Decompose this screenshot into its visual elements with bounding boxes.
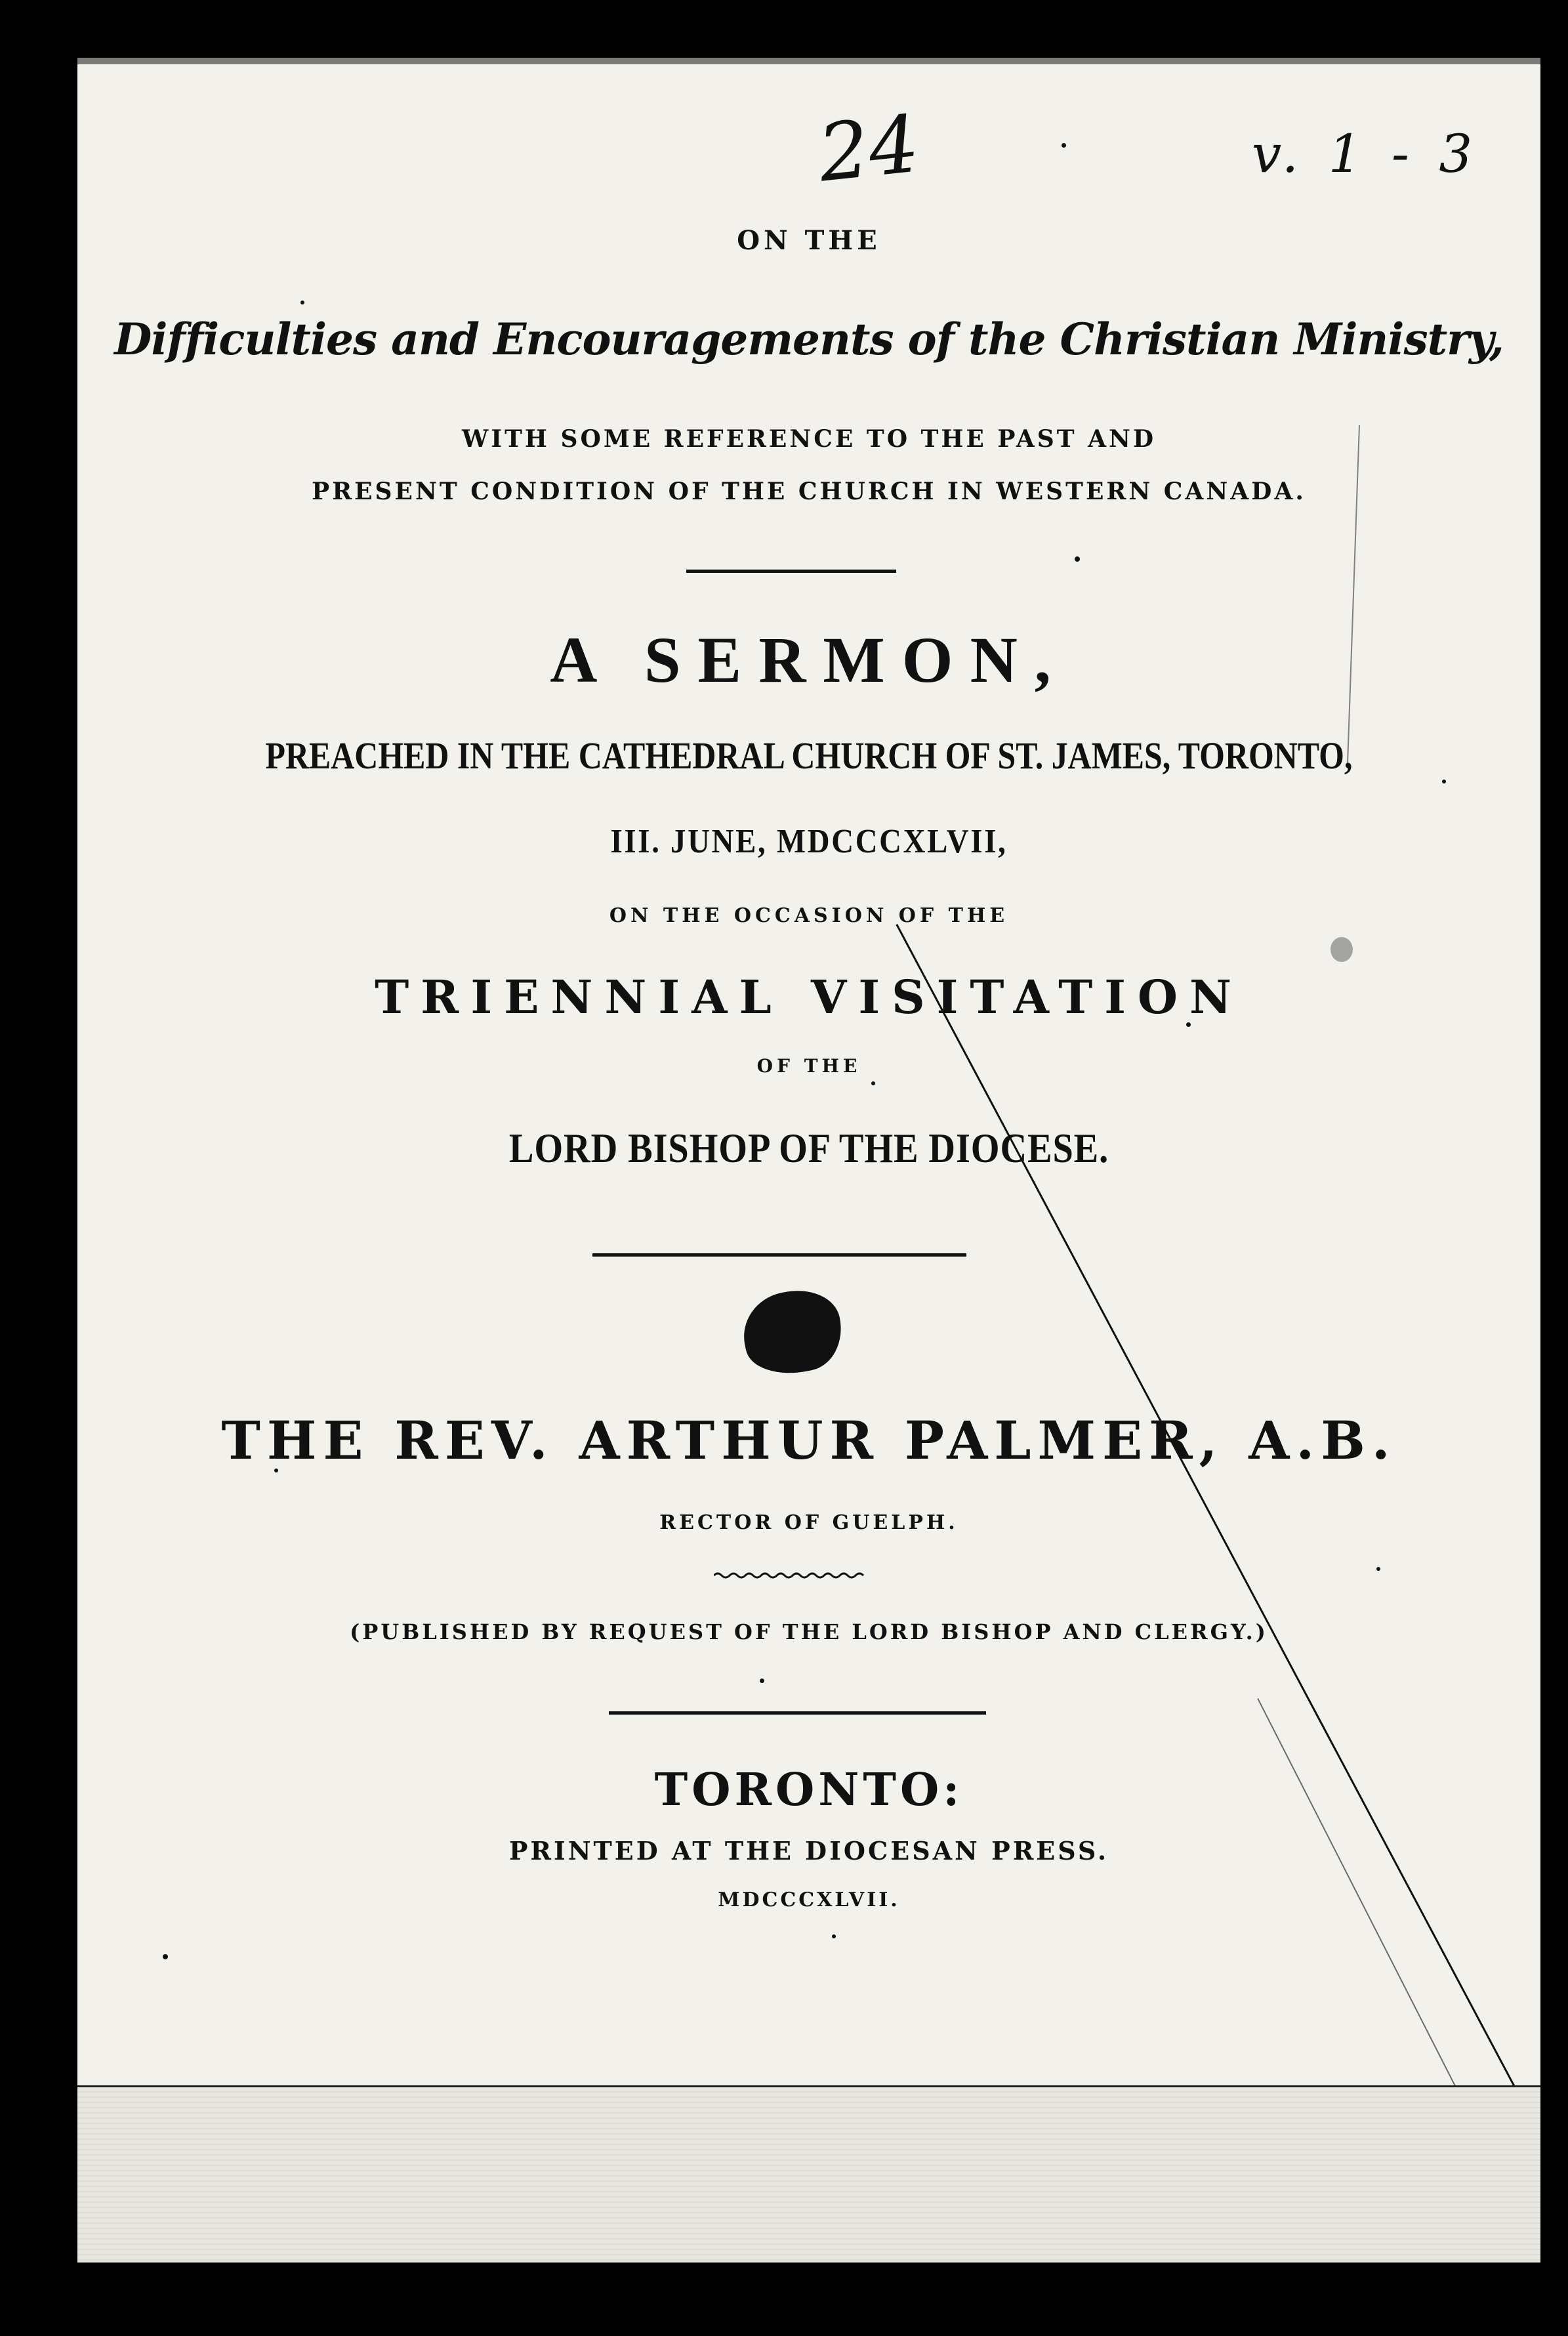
occasion-line: ON THE OCCASION OF THE — [609, 904, 1009, 927]
scan-speck — [1075, 556, 1080, 562]
rector-line: RECTOR OF GUELPH. — [659, 1511, 959, 1534]
wavy-divider — [714, 1570, 865, 1581]
handwritten-volume-note: v. 1 - 3 — [1252, 123, 1479, 184]
published-by-request-line: (PUBLISHED BY REQUEST OF THE LORD BISHOP AND CLERGY.) — [350, 1619, 1268, 1644]
date-line: III. JUNE, MDCCCXLVII, — [610, 823, 1008, 860]
page-bottom-band — [77, 2085, 1540, 2263]
scan-speck — [1062, 143, 1066, 148]
scan-speck — [832, 1934, 836, 1938]
divider-rule — [686, 570, 896, 573]
scan-speck — [163, 1954, 168, 1959]
scan-speck — [300, 301, 304, 304]
on-the-line: ON THE — [737, 225, 881, 256]
preached-line: PREACHED IN THE CATHEDRAL CHURCH OF ST. JAMES, TORONTO, — [265, 734, 1353, 777]
visitation-line: TRIENNIAL VISITATION — [375, 970, 1243, 1024]
imprint-press: PRINTED AT THE DIOCESAN PRESS. — [508, 1836, 1109, 1866]
page-top-edge — [77, 58, 1540, 64]
scan-speck — [1442, 780, 1446, 783]
main-title: Difficulties and Encouragements of the Christian Ministry, — [114, 314, 1504, 365]
of-the-line: OF THE — [756, 1055, 861, 1077]
ink-blot — [736, 1282, 850, 1383]
sermon-heading: A SERMON, — [550, 623, 1068, 696]
scan-speck — [1376, 1567, 1380, 1571]
divider-rule — [609, 1711, 986, 1715]
imprint-city: TORONTO: — [654, 1764, 964, 1816]
subtitle-line-1: WITH SOME REFERENCE TO THE PAST AND — [461, 425, 1157, 453]
subtitle-line-2: PRESENT CONDITION OF THE CHURCH IN WESTERN CANADA. — [312, 478, 1306, 505]
scan-speck — [1331, 937, 1353, 962]
title-page — [77, 58, 1540, 2263]
imprint-year: MDCCCXLVII. — [718, 1888, 900, 1911]
handwritten-number: 24 — [814, 98, 924, 200]
scan-speck — [871, 1081, 875, 1085]
bishop-line: LORD BISHOP OF THE DIOCESE. — [508, 1125, 1109, 1171]
author-line: THE REV. ARTHUR PALMER, A.B. — [221, 1409, 1397, 1471]
divider-rule — [592, 1253, 966, 1257]
scan-scratch-line — [896, 924, 1540, 2153]
scan-scratch-line — [1347, 425, 1360, 766]
scan-speck — [760, 1679, 764, 1683]
